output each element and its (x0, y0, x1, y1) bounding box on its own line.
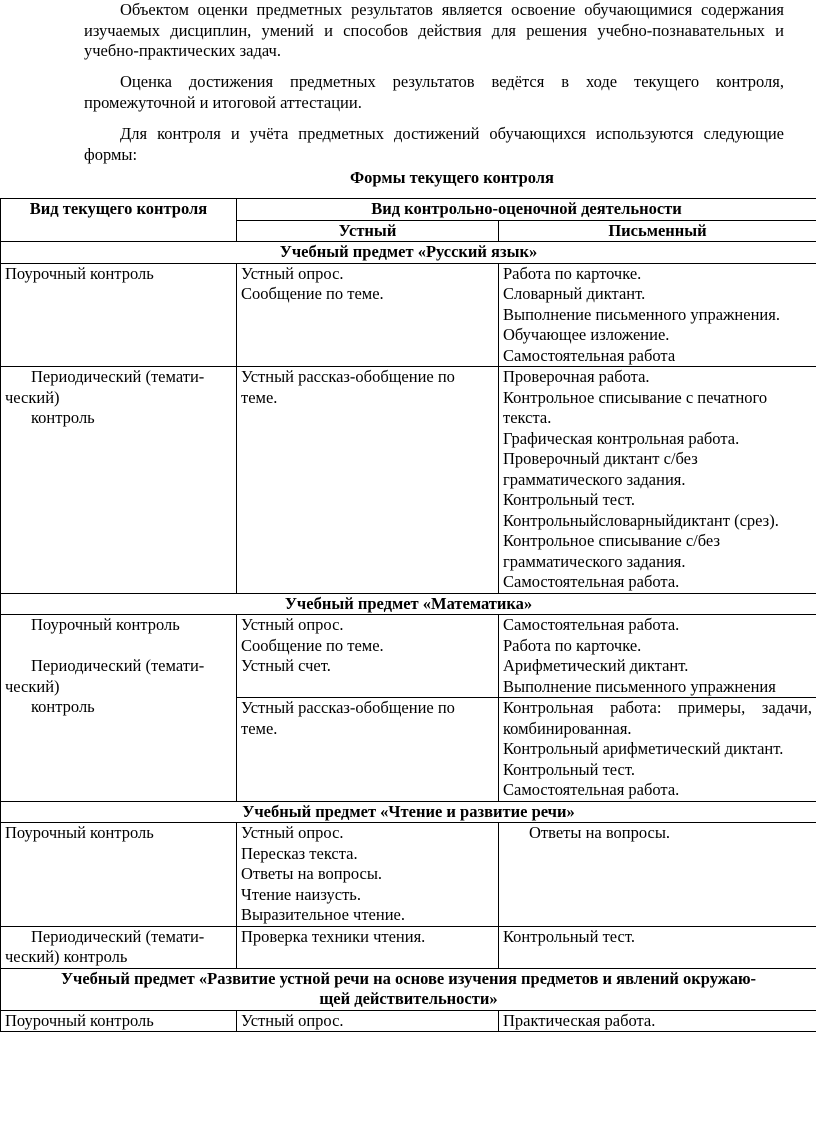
oral-cell: Устный рассказ-обобщение по теме. (237, 367, 499, 594)
oral-item: Сообщение по теме. (241, 635, 384, 655)
control-type-line: Периодический (темати- (31, 367, 205, 386)
table-row (1, 926, 816, 968)
col-header-control-type: Вид текущего контроля (1, 199, 237, 242)
table-row (1, 615, 816, 698)
written-item: Контрольныйсловарныйдиктант (срез). (503, 510, 779, 530)
control-type-line: Периодический (темати- (31, 926, 205, 946)
table-row (1, 823, 816, 927)
written-item: Работа по карточке. (503, 635, 642, 655)
written-item: Контрольная работа: примеры, задачи, комбинированная. (503, 698, 812, 738)
col-header-written: Письменный (499, 220, 816, 242)
control-type-line: Поурочный контроль (31, 615, 180, 634)
intro-paragraph-2: Оценка достижения предметных результатов ведётся в ходе текущего контроля, промежуточной и итоговой аттестации. (84, 72, 784, 112)
subject-row (1, 801, 816, 823)
control-type-cell (1, 926, 237, 968)
written-cell: Контрольный тест. (499, 926, 816, 968)
control-type-cell (1, 615, 237, 802)
written-item: Самостоятельная работа. (503, 572, 680, 591)
written-item: Контрольный тест. (503, 759, 635, 779)
subject-row (1, 968, 816, 1010)
written-item: Выполнение письменного упражнения. (503, 304, 780, 324)
subject-title-russian: Учебный предмет «Русский язык» (1, 242, 816, 264)
oral-item: Пересказ текста. (241, 843, 358, 863)
written-item: Проверочный диктант с/без грамматического задания. (503, 449, 698, 489)
written-cell: Практическая работа. (499, 1010, 816, 1032)
table-row (1, 1010, 816, 1032)
oral-item: Устный счет. (241, 656, 331, 675)
oral-cell: Устный рассказ-обобщение по теме. (237, 698, 499, 802)
intro-paragraph-1: Объектом оценки предметных результатов является освоение обучающимися содержания изучаемых дисциплин, умений и способов действия для решения учебно-познавательных и учебно-практических задач. (84, 0, 784, 60)
oral-item: Чтение наизусть. (241, 884, 361, 904)
control-type-line: ческий) (5, 676, 60, 696)
written-item: Проверочная работа. (503, 367, 650, 386)
written-cell (499, 698, 816, 802)
oral-cell: Проверка техники чтения. (237, 926, 499, 968)
written-cell (499, 615, 816, 698)
subject-title-reading: Учебный предмет «Чтение и развитие речи» (1, 801, 816, 823)
subject-row (1, 242, 816, 264)
control-type-line: контроль (31, 408, 95, 427)
control-type-line: ческий) (5, 387, 60, 407)
written-item: Самостоятельная работа (503, 345, 676, 365)
control-type-cell (1, 367, 237, 594)
written-item: Выполнение письменного упражнения (503, 676, 776, 696)
oral-item: Устный опрос. (241, 263, 344, 283)
oral-cell (237, 823, 499, 927)
intro-paragraph-3: Для контроля и учёта предметных достижений обучающихся используются следующие формы: (84, 124, 784, 164)
table-row (1, 263, 816, 367)
subject-title-line: щей действительности» (319, 989, 498, 1008)
oral-cell: Устный опрос. (237, 1010, 499, 1032)
subject-title-math: Учебный предмет «Математика» (1, 593, 816, 615)
control-type-line: Периодический (темати- (31, 656, 205, 675)
written-item: Работа по карточке. (503, 263, 642, 283)
written-item: Контрольное списывание с печатного текста. (503, 387, 768, 427)
col-header-oral: Устный (237, 220, 499, 242)
written-item: Самостоятельная работа. (503, 615, 680, 634)
written-item: Контрольное списывание с/без грамматического задания. (503, 531, 720, 571)
control-type-cell: Поурочный контроль (1, 823, 237, 927)
table-row (1, 367, 816, 594)
written-item: Контрольный арифметический диктант. (503, 739, 784, 758)
oral-item: Выразительное чтение. (241, 905, 405, 924)
oral-item: Ответы на вопросы. (241, 864, 383, 883)
control-forms-table (0, 198, 816, 1032)
control-type-cell: Поурочный контроль (1, 1010, 237, 1032)
table-header-row (1, 199, 816, 221)
subject-row (1, 593, 816, 615)
col-header-activity-type: Вид контрольно-оценочной деятельности (237, 199, 816, 221)
written-cell (499, 263, 816, 367)
oral-cell (237, 615, 499, 698)
written-item: Самостоятельная работа. (503, 780, 680, 799)
subject-title-speech (1, 968, 816, 1010)
oral-item: Устный опрос. (241, 823, 344, 842)
written-cell (499, 367, 816, 594)
written-item: Графическая контрольная работа. (503, 428, 740, 448)
control-type-cell: Поурочный контроль (1, 263, 237, 367)
table-caption: Формы текущего контроля (349, 168, 554, 187)
written-item: Обучающее изложение. (503, 325, 670, 344)
written-item: Словарный диктант. (503, 284, 646, 303)
oral-item: Устный опрос. (241, 615, 344, 634)
written-cell: Ответы на вопросы. (499, 823, 816, 927)
control-type-line: ческий) контроль (5, 947, 128, 966)
oral-cell (237, 263, 499, 367)
written-item: Контрольный тест. (503, 490, 635, 509)
subject-title-line: Учебный предмет «Развитие устной речи на основе изучения предметов и явлений окружаю- (60, 968, 757, 988)
written-item: Арифметический диктант. (503, 656, 689, 675)
control-type-line: контроль (31, 697, 95, 716)
oral-item: Сообщение по теме. (241, 284, 384, 303)
